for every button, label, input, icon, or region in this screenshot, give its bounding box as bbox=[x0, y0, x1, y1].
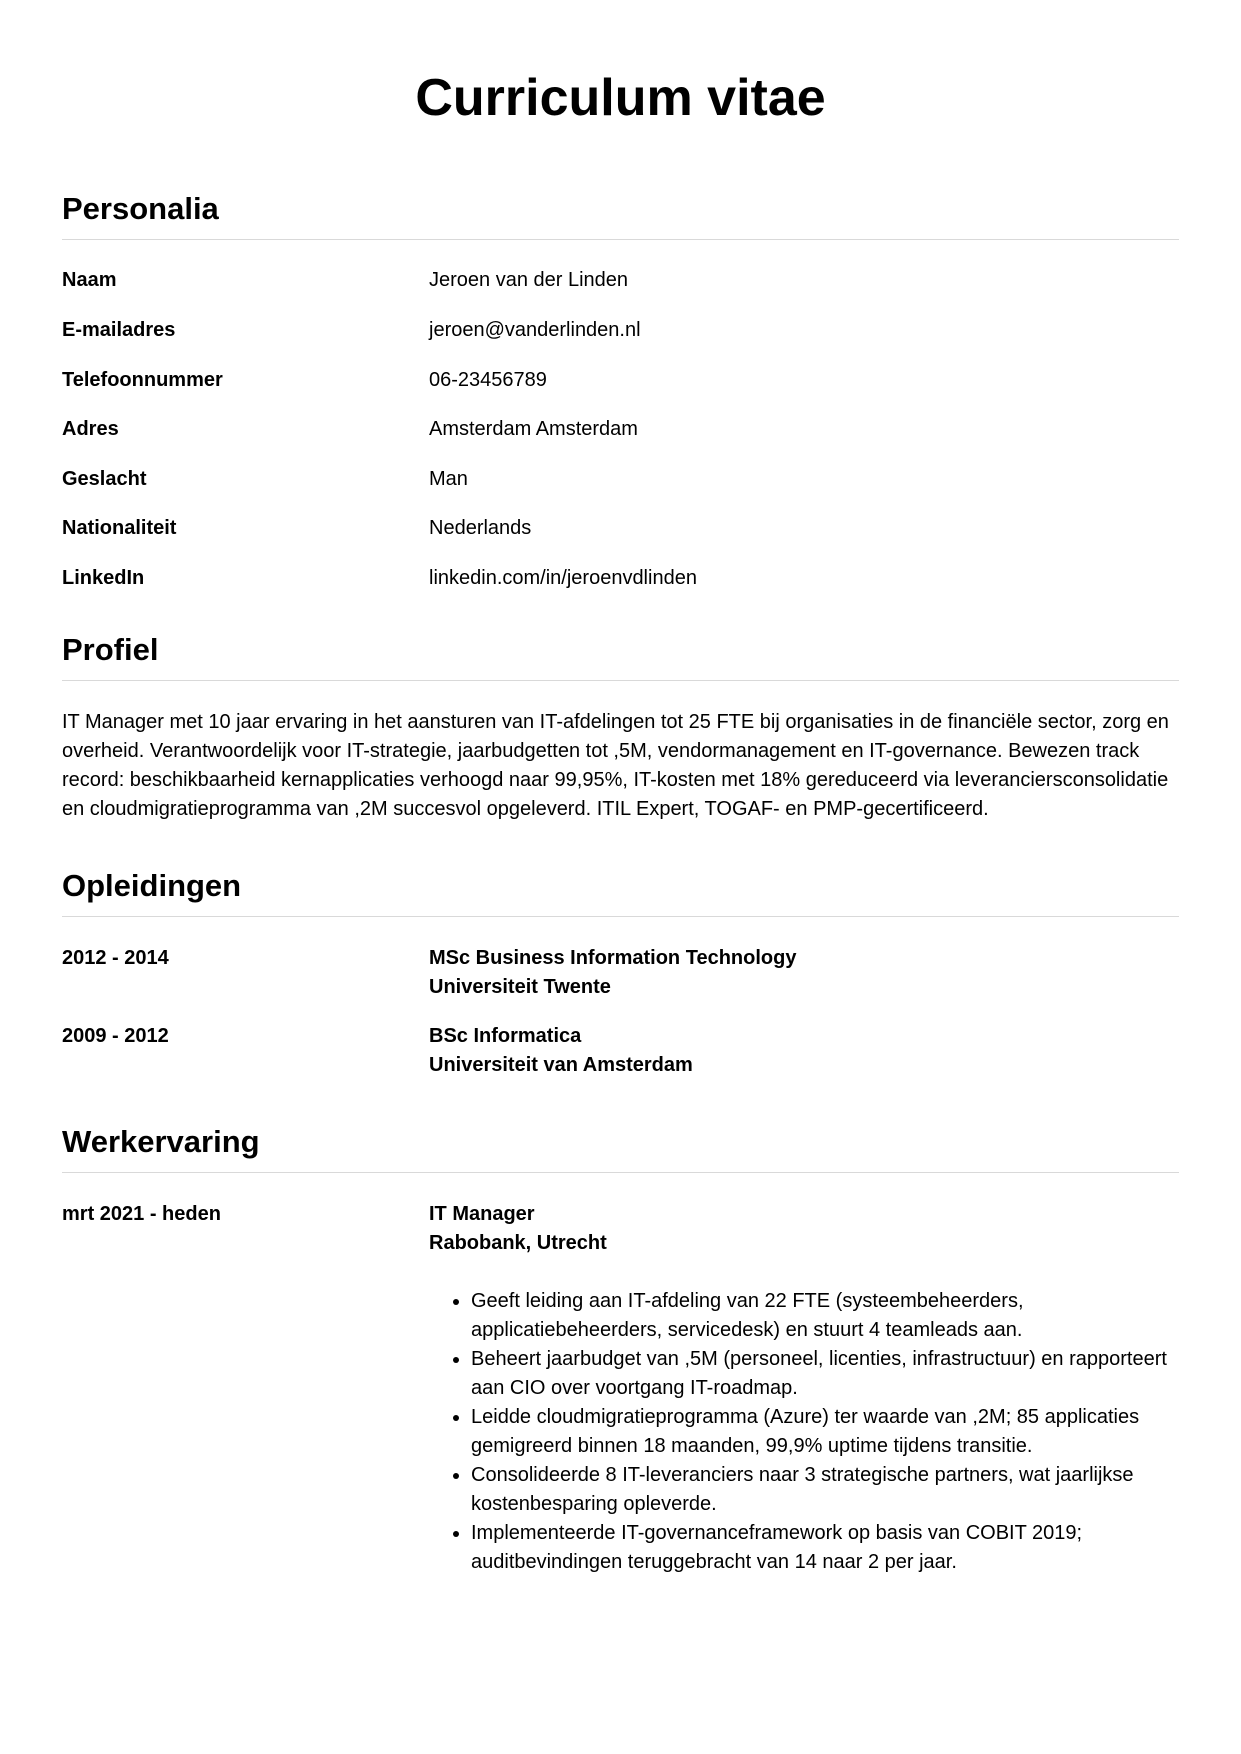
education-degree: BSc Informatica bbox=[429, 1025, 582, 1047]
education-school: Universiteit van Amsterdam bbox=[429, 1054, 693, 1076]
personalia-row-telefoon bbox=[62, 368, 1179, 417]
personalia-row-geslacht bbox=[62, 467, 1179, 516]
education-degree: MSc Business Information Technology bbox=[429, 947, 797, 969]
experience-item bbox=[62, 1200, 1179, 1577]
duty-item: • Implementeerde IT-governanceframework op basis van COBIT 2019; auditbevindingen teruggebracht van 14 naar 2 per jaar. bbox=[471, 1519, 1179, 1577]
education-item bbox=[62, 1022, 1179, 1080]
personalia-row-adres bbox=[62, 417, 1179, 467]
personalia-label: LinkedIn bbox=[62, 567, 145, 589]
education-item bbox=[62, 944, 1179, 1002]
education-period: 2009 - 2012 bbox=[62, 1025, 169, 1047]
duty-item: • Beheert jaarbudget van ,5M (personeel, licenties, infrastructuur) en rapporteert aan CIO over voortgang IT-roadmap. bbox=[471, 1345, 1179, 1403]
personalia-row-naam bbox=[62, 268, 1179, 318]
section-personalia bbox=[62, 189, 1179, 590]
personalia-label: Nationaliteit bbox=[62, 517, 177, 539]
document-title: Curriculum vitae bbox=[415, 69, 826, 127]
education-period: 2012 - 2014 bbox=[62, 947, 169, 969]
personalia-label: Telefoonnummer bbox=[62, 369, 223, 391]
duty-item: • Consolideerde 8 IT-leveranciers naar 3 strategische partners, wat jaarlijkse kostenbesparing opleverde. bbox=[471, 1461, 1179, 1519]
experience-company: Rabobank, Utrecht bbox=[429, 1232, 607, 1254]
personalia-list bbox=[62, 240, 1179, 590]
personalia-value: Jeroen van der Linden bbox=[429, 269, 629, 291]
experience-details bbox=[429, 1200, 1179, 1577]
personalia-value: 06-23456789 bbox=[429, 369, 547, 391]
education-school: Universiteit Twente bbox=[429, 976, 611, 998]
personalia-value: linkedin.com/in/jeroenvdlinden bbox=[429, 567, 697, 589]
experience-list bbox=[62, 1173, 1179, 1577]
personalia-label: E-mailadres bbox=[62, 319, 176, 341]
section-title-werkervaring: Werkervaring bbox=[62, 1122, 1179, 1173]
personalia-value: Man bbox=[429, 468, 468, 490]
profile-text: IT Manager met 10 jaar ervaring in het aansturen van IT-afdelingen tot 25 FTE bij organisaties in de financiële sector, zorg en overheid. Verantwoordelijk voor IT-strategie, jaarbudgetten tot ,5M, vendormanagement en IT-governance. Bewezen track record: beschikbaarheid kernapplicaties verhoogd naar 99,95%, IT-kosten met 18% gereduceerd via leveranciersconsolidatie en cloudmigratieprogramma van ,2M succesvol opgeleverd. ITIL Expert, TOGAF- en PMP-gecertificeerd. bbox=[62, 711, 1169, 820]
duty-item: • Geeft leiding aan IT-afdeling van 22 FTE (systeembeheerders, applicatiebeheerders, servicedesk) en stuurt 4 teamleads aan. bbox=[471, 1287, 1179, 1345]
duty-item: • Leidde cloudmigratieprogramma (Azure) ter waarde van ,2M; 85 applicaties gemigreerd binnen 18 maanden, 99,9% uptime tijdens transitie. bbox=[471, 1403, 1179, 1461]
personalia-row-email bbox=[62, 318, 1179, 368]
section-werkervaring bbox=[62, 1122, 1179, 1577]
personalia-row-linkedin bbox=[62, 566, 1179, 590]
section-title-opleidingen: Opleidingen bbox=[62, 866, 1179, 917]
personalia-label: Adres bbox=[62, 418, 119, 440]
section-title-profiel: Profiel bbox=[62, 630, 1179, 681]
section-opleidingen bbox=[62, 866, 1179, 1080]
experience-duties bbox=[429, 1287, 1179, 1577]
personalia-label: Geslacht bbox=[62, 468, 147, 490]
section-profiel bbox=[62, 630, 1179, 824]
experience-role: IT Manager bbox=[429, 1203, 535, 1225]
education-details bbox=[429, 1022, 1179, 1080]
personalia-value: Amsterdam Amsterdam bbox=[429, 418, 638, 440]
section-title-personalia: Personalia bbox=[62, 189, 1179, 240]
personalia-label: Naam bbox=[62, 269, 117, 291]
experience-period: mrt 2021 - heden bbox=[62, 1203, 221, 1225]
education-details bbox=[429, 944, 1179, 1002]
education-list bbox=[62, 917, 1179, 1080]
personalia-row-nationaliteit bbox=[62, 516, 1179, 566]
personalia-value: jeroen@vanderlinden.nl bbox=[429, 319, 641, 341]
personalia-value: Nederlands bbox=[429, 517, 532, 539]
